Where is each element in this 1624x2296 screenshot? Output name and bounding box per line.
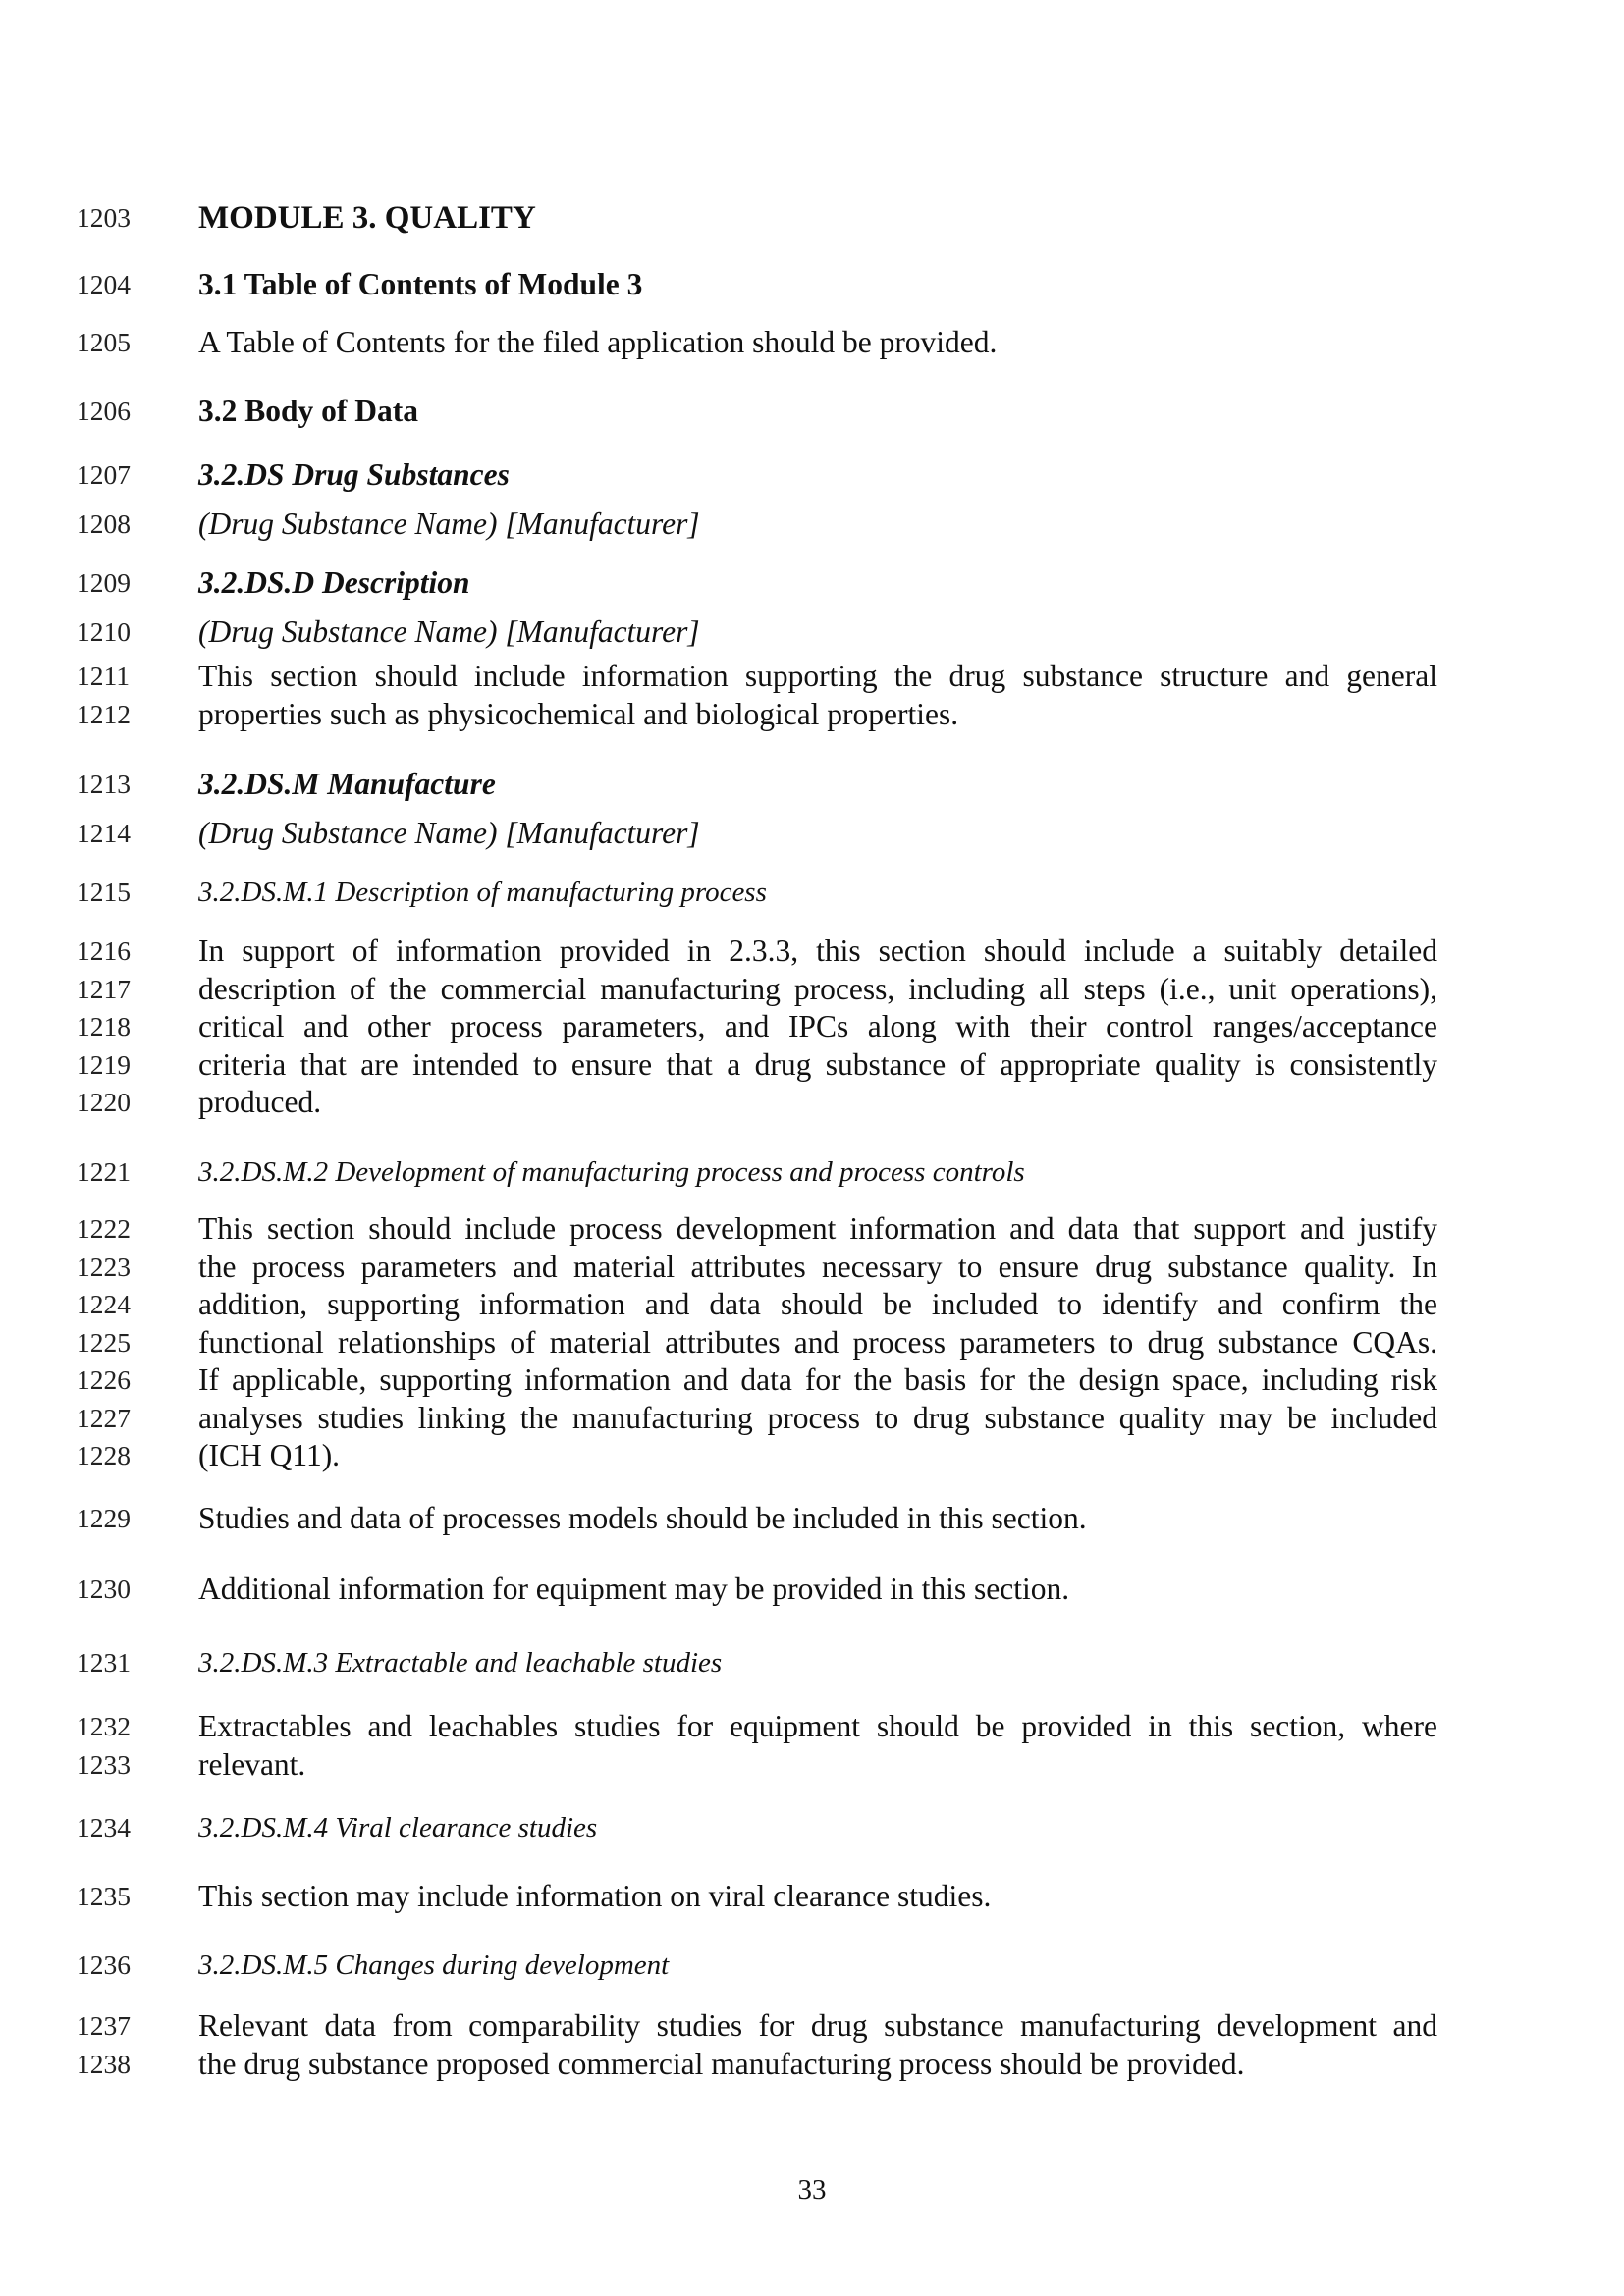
line-number: 1217 <box>77 973 131 1004</box>
line-number: 1215 <box>77 877 131 907</box>
line-number: 1227 <box>77 1402 131 1433</box>
line-text: (Drug Substance Name) [Manufacturer] <box>198 507 700 541</box>
line-text: 3.2.DS.M.1 Description of manufacturing process <box>198 877 767 908</box>
line-text: (Drug Substance Name) [Manufacturer] <box>198 816 700 850</box>
line-text: properties such as physicochemical and biological properties. <box>198 696 959 731</box>
line-number: 1206 <box>77 396 131 426</box>
line-text: 3.2.DS.M Manufacture <box>198 767 496 801</box>
line-number: 1218 <box>77 1011 131 1041</box>
line-text: functional relationships of material attributes and process parameters to drug substance CQAs. <box>198 1324 1437 1360</box>
line-number: 1238 <box>77 2048 131 2079</box>
line-number: 1234 <box>77 1812 131 1842</box>
line-number: 1209 <box>77 567 131 598</box>
line-text: This section should include process development information and data that support and justify <box>198 1211 1437 1246</box>
line-number: 1233 <box>77 1748 131 1780</box>
line-number: 1229 <box>77 1503 131 1533</box>
line-text: (ICH Q11). <box>198 1438 341 1472</box>
line-number: 1214 <box>77 818 131 848</box>
line-number: 1222 <box>77 1213 131 1244</box>
line-number: 1203 <box>77 202 131 233</box>
line-number: 1221 <box>77 1156 131 1187</box>
line-number: 1223 <box>77 1251 131 1282</box>
line-text: 3.2.DS.D Description <box>198 565 470 600</box>
line-number: 1228 <box>77 1440 131 1470</box>
line-number: 1236 <box>77 1949 131 1980</box>
line-number: 1216 <box>77 935 131 966</box>
line-text: 3.2.DS.M.2 Development of manufacturing process and process controls <box>198 1156 1025 1188</box>
line-number: 1208 <box>77 508 131 539</box>
line-number: 1212 <box>77 698 131 729</box>
line-text: MODULE 3. QUALITY <box>198 200 536 236</box>
line-text: the process parameters and material attributes necessary to ensure drug substance quality. In <box>198 1249 1437 1284</box>
line-text: 3.1 Table of Contents of Module 3 <box>198 267 643 301</box>
line-text: This section may include information on viral clearance studies. <box>198 1879 992 1913</box>
line-number: 1237 <box>77 2010 131 2041</box>
line-number: 1213 <box>77 769 131 799</box>
line-text: In support of information provided in 2.3.3, this section should include a suitably detailed <box>198 934 1437 968</box>
line-number: 1231 <box>77 1647 131 1678</box>
line-number: 1219 <box>77 1048 131 1080</box>
line-text: 3.2.DS.M.5 Changes during development <box>198 1949 670 1981</box>
line-text: This section should include information supporting the drug substance structure and general <box>198 659 1437 693</box>
line-text: description of the commercial manufacturing process, including all steps (i.e., unit operations), <box>198 971 1437 1006</box>
line-text: 3.2 Body of Data <box>198 394 419 428</box>
line-number: 1207 <box>77 459 131 490</box>
line-number: 1204 <box>77 269 131 299</box>
line-text: Additional information for equipment may be provided in this section. <box>198 1572 1070 1606</box>
line-text: 3.2.DS.M.4 Viral clearance studies <box>198 1812 598 1843</box>
line-number: 1232 <box>77 1711 131 1741</box>
line-text: Studies and data of processes models should be included in this section. <box>198 1501 1087 1535</box>
line-text: analyses studies linking the manufacturing process to drug substance quality may be included <box>198 1400 1437 1435</box>
line-number: 1226 <box>77 1364 131 1395</box>
line-number: 1224 <box>77 1289 131 1319</box>
line-number: 1220 <box>77 1087 131 1117</box>
line-text: (Drug Substance Name) [Manufacturer] <box>198 614 700 649</box>
line-number: 1210 <box>77 616 131 647</box>
line-number: 1235 <box>77 1881 131 1911</box>
line-text: 3.2.DS.M.3 Extractable and leachable studies <box>198 1647 723 1679</box>
line-text: the drug substance proposed commercial manufacturing process should be provided. <box>198 2046 1245 2081</box>
line-text: Extractables and leachables studies for equipment should be provided in this section, where <box>198 1709 1437 1743</box>
line-text: 3.2.DS Drug Substances <box>198 457 510 492</box>
line-text: critical and other process parameters, and IPCs along with their control ranges/acceptance <box>198 1009 1437 1043</box>
line-number: 1211 <box>77 661 130 691</box>
line-text: If applicable, supporting information and data for the basis for the design space, including risk <box>198 1362 1437 1397</box>
line-text: A Table of Contents for the filed application should be provided. <box>198 325 998 359</box>
line-text: Relevant data from comparability studies for drug substance manufacturing development and <box>198 2008 1437 2043</box>
line-number: 1225 <box>77 1326 131 1358</box>
line-text: criteria that are intended to ensure that a drug substance of appropriate quality is consistently <box>198 1046 1437 1082</box>
line-text: addition, supporting information and data should be included to identify and confirm the <box>198 1287 1437 1321</box>
page-number: 33 <box>797 2174 827 2206</box>
line-text: produced. <box>198 1085 322 1119</box>
line-text: relevant. <box>198 1746 306 1782</box>
line-number: 1230 <box>77 1574 131 1604</box>
line-number: 1205 <box>77 327 131 357</box>
